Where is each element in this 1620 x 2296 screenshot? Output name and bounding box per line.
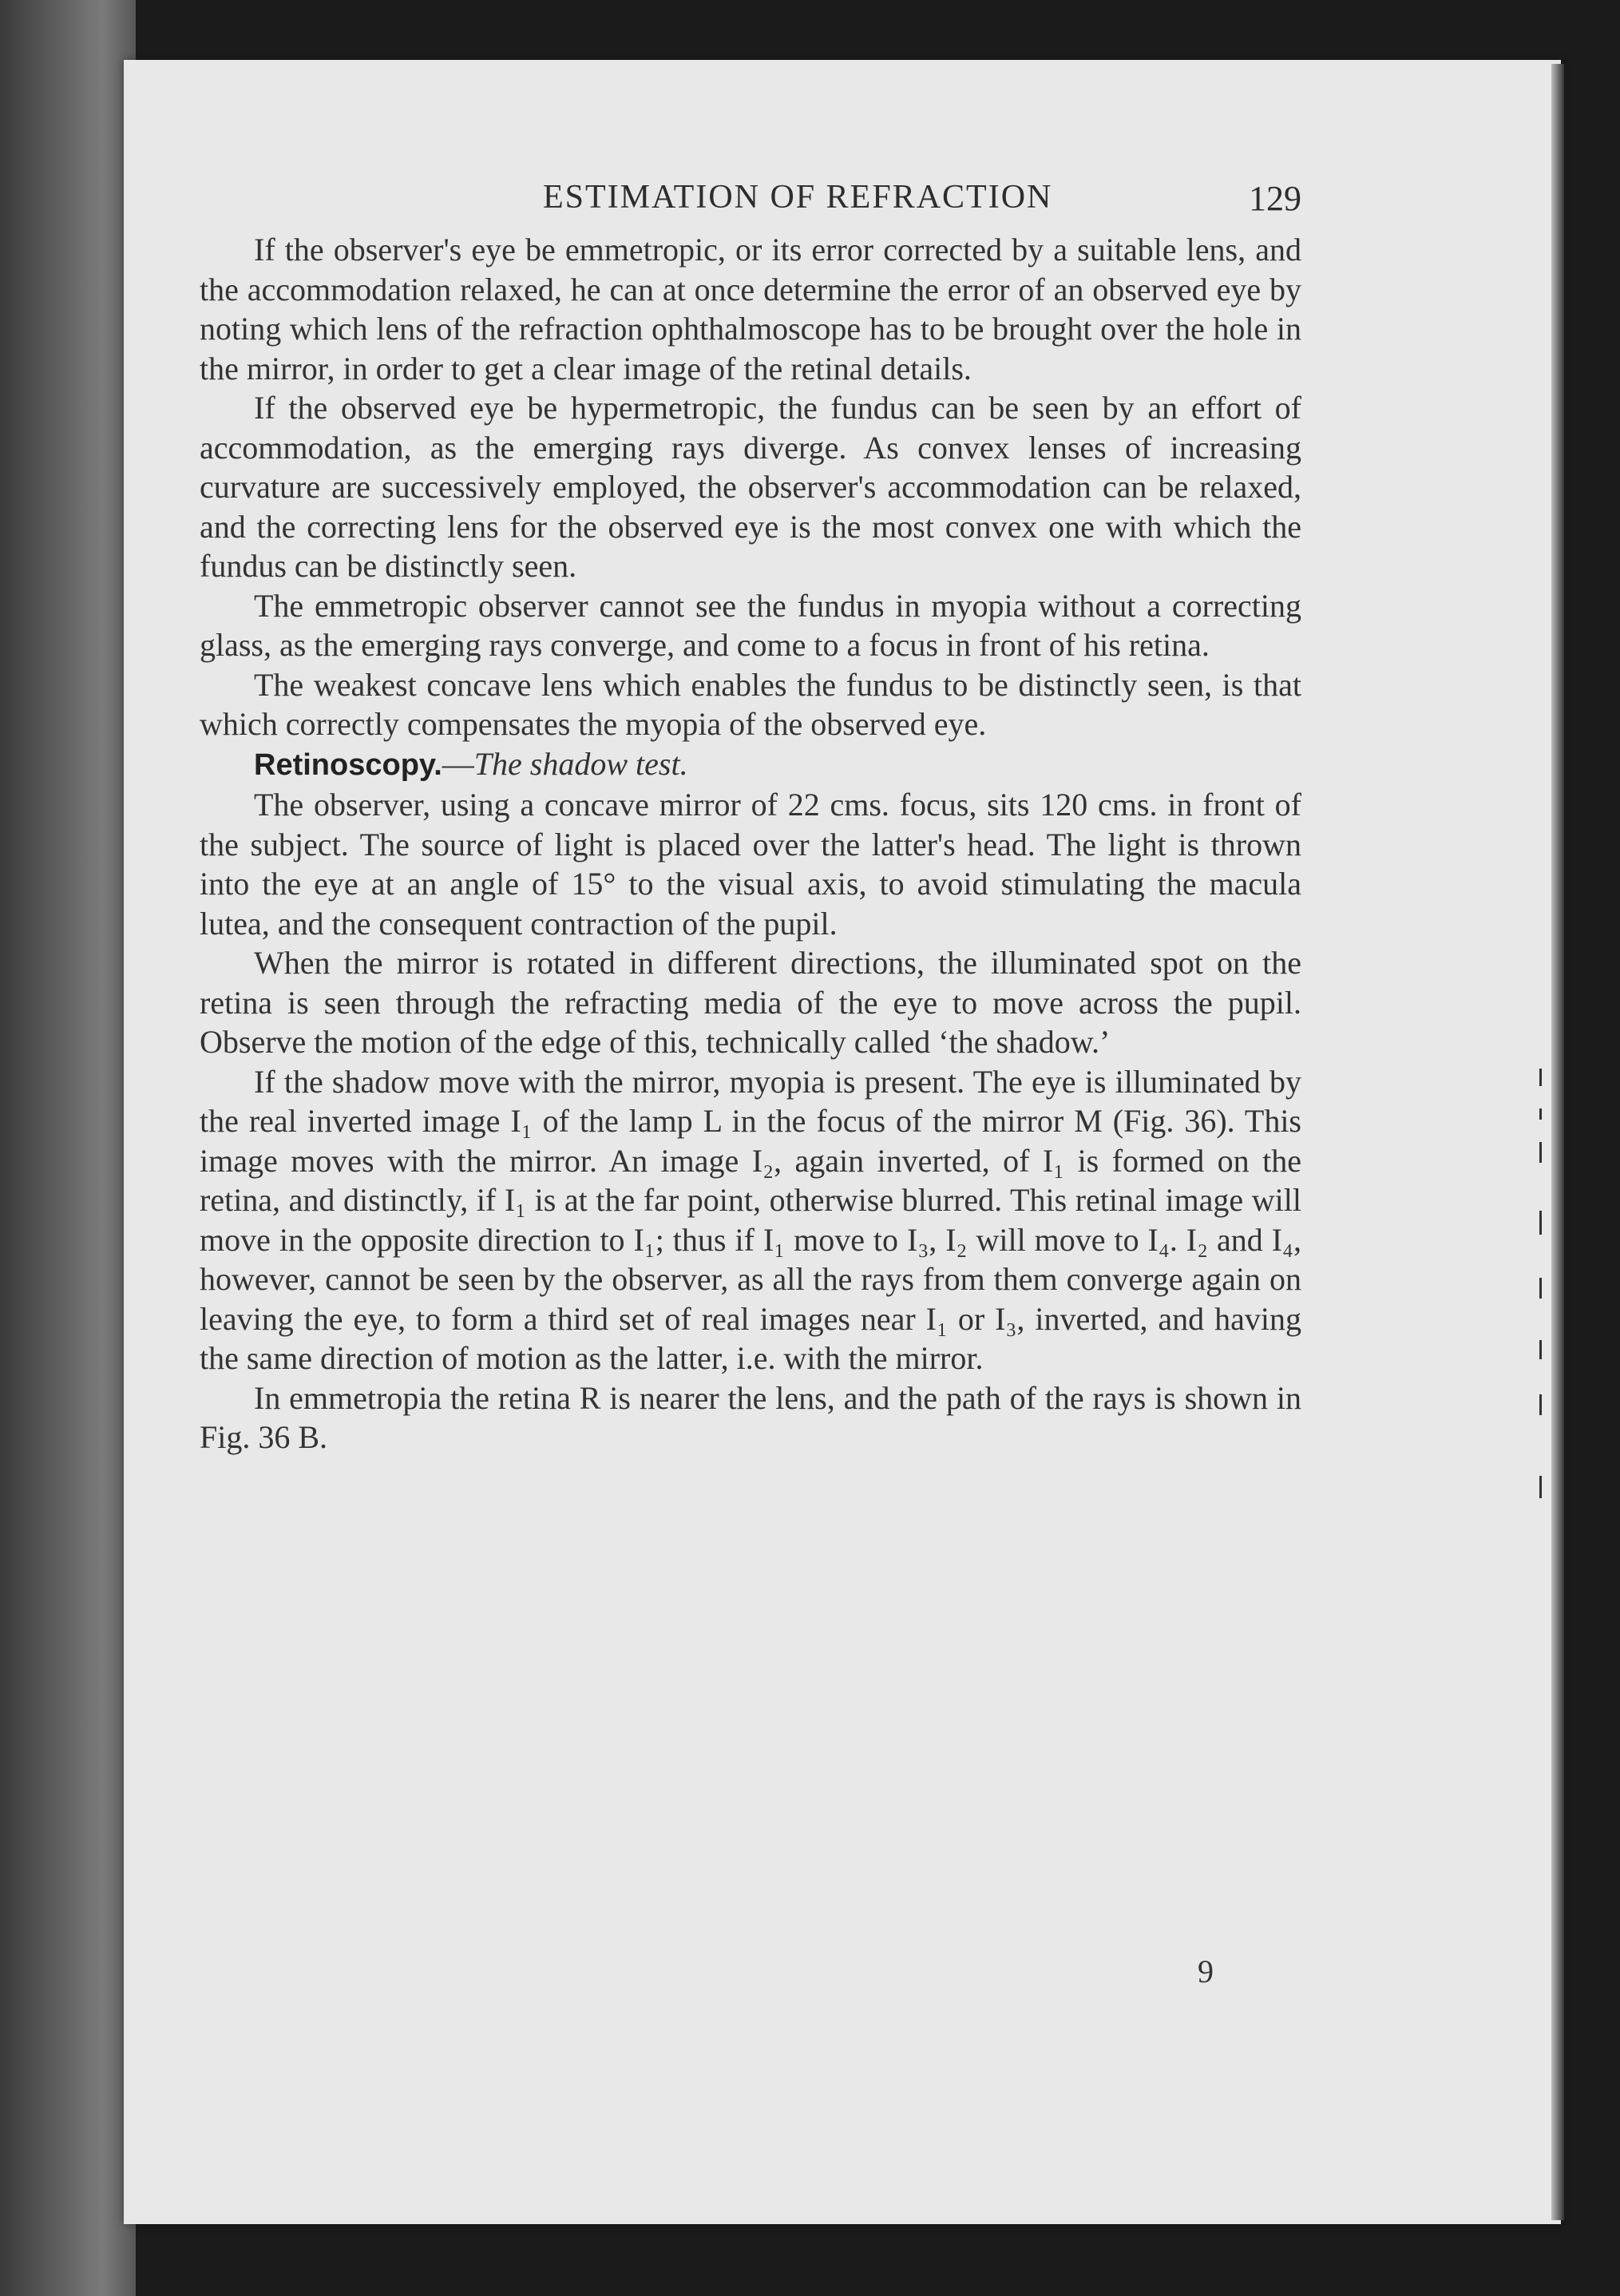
page-number: 129 xyxy=(1249,179,1301,218)
paragraph: The observer, using a concave mirror of 22 cms. focus, sits 120 cms. in front of the subject. The source of light is placed over the latter's head. The light is thrown into the eye at an angle of 15° to the visual axis, to avoid stimulating the macula lutea, and the consequent contraction of the pupil. xyxy=(200,787,1301,942)
paragraph: In emmetropia the retina R is nearer the lens, and the path of the rays is shown in Fig. 36 B. xyxy=(200,1379,1301,1455)
section-heading-line xyxy=(200,744,1301,786)
section-heading: Retinoscopy. xyxy=(254,747,442,782)
viewer-left-bezel xyxy=(0,0,136,2296)
section-subtitle: The shadow test. xyxy=(473,745,688,782)
running-head: ESTIMATION OF REFRACTION xyxy=(543,179,1053,216)
paragraph: If the shadow move with the mirror, myopia is present. The eye is illuminated by the real inverted image I₁ of the lamp L in the focus of the mirror M (Fig. 36). This image moves with the mirror. An image I₂, again inverted, of I₁ is formed on the retina, and distinctly, if I₁ is at the far point, otherwise blurred. This retinal image will move in the opposite direction to I₁; thus if I₁ move to I₃, I₂ will move to I₄. I₂ and I₄, however, cannot be seen by the observer, as all the rays from them converge again on leaving the eye, to form a third set of real images near I₁ or I₃, inverted, and having the same direction of motion as the latter, i.e. with the mirror. xyxy=(200,1063,1301,1376)
signature-folio: 9 xyxy=(1198,1953,1214,1989)
body-text xyxy=(200,230,1301,1457)
page-right-shadow xyxy=(1551,64,1564,2220)
paragraph: If the observed eye be hypermetropic, the fundus can be seen by an effort of accommodation, as the emerging rays diverge. As convex lenses of increasing curvature are successively employed, the observer's accommodation can be relaxed, and the correcting lens for the observed eye is the most convex one with which the fundus can be distinctly seen. xyxy=(200,390,1301,584)
paragraph: The weakest concave lens which enables the fundus to be distinctly seen, is that which correctly compensates the myopia of the observed eye. xyxy=(200,666,1301,742)
paragraph: If the observer's eye be emmetropic, or its error corrected by a suitable lens, and the accommodation relaxed, he can at once determine the error of an observed eye by noting which lens of the refraction ophthalmoscope has to be brought over the hole in the mirror, in order to get a clear image of the retinal details. xyxy=(200,232,1301,387)
page-edge-marks xyxy=(1539,1069,1549,1516)
paragraph: The emmetropic observer cannot see the fundus in myopia without a correcting glass, as the emerging rays converge, and come to a focus in front of his retina. xyxy=(200,587,1301,663)
section-dash: — xyxy=(442,745,474,782)
paragraph: When the mirror is rotated in different directions, the illuminated spot on the retina is seen through the refracting media of the eye to move across the pupil. Observe the motion of the edge of this, technically called ‘the shadow.’ xyxy=(200,945,1301,1060)
page-header xyxy=(200,178,1301,234)
